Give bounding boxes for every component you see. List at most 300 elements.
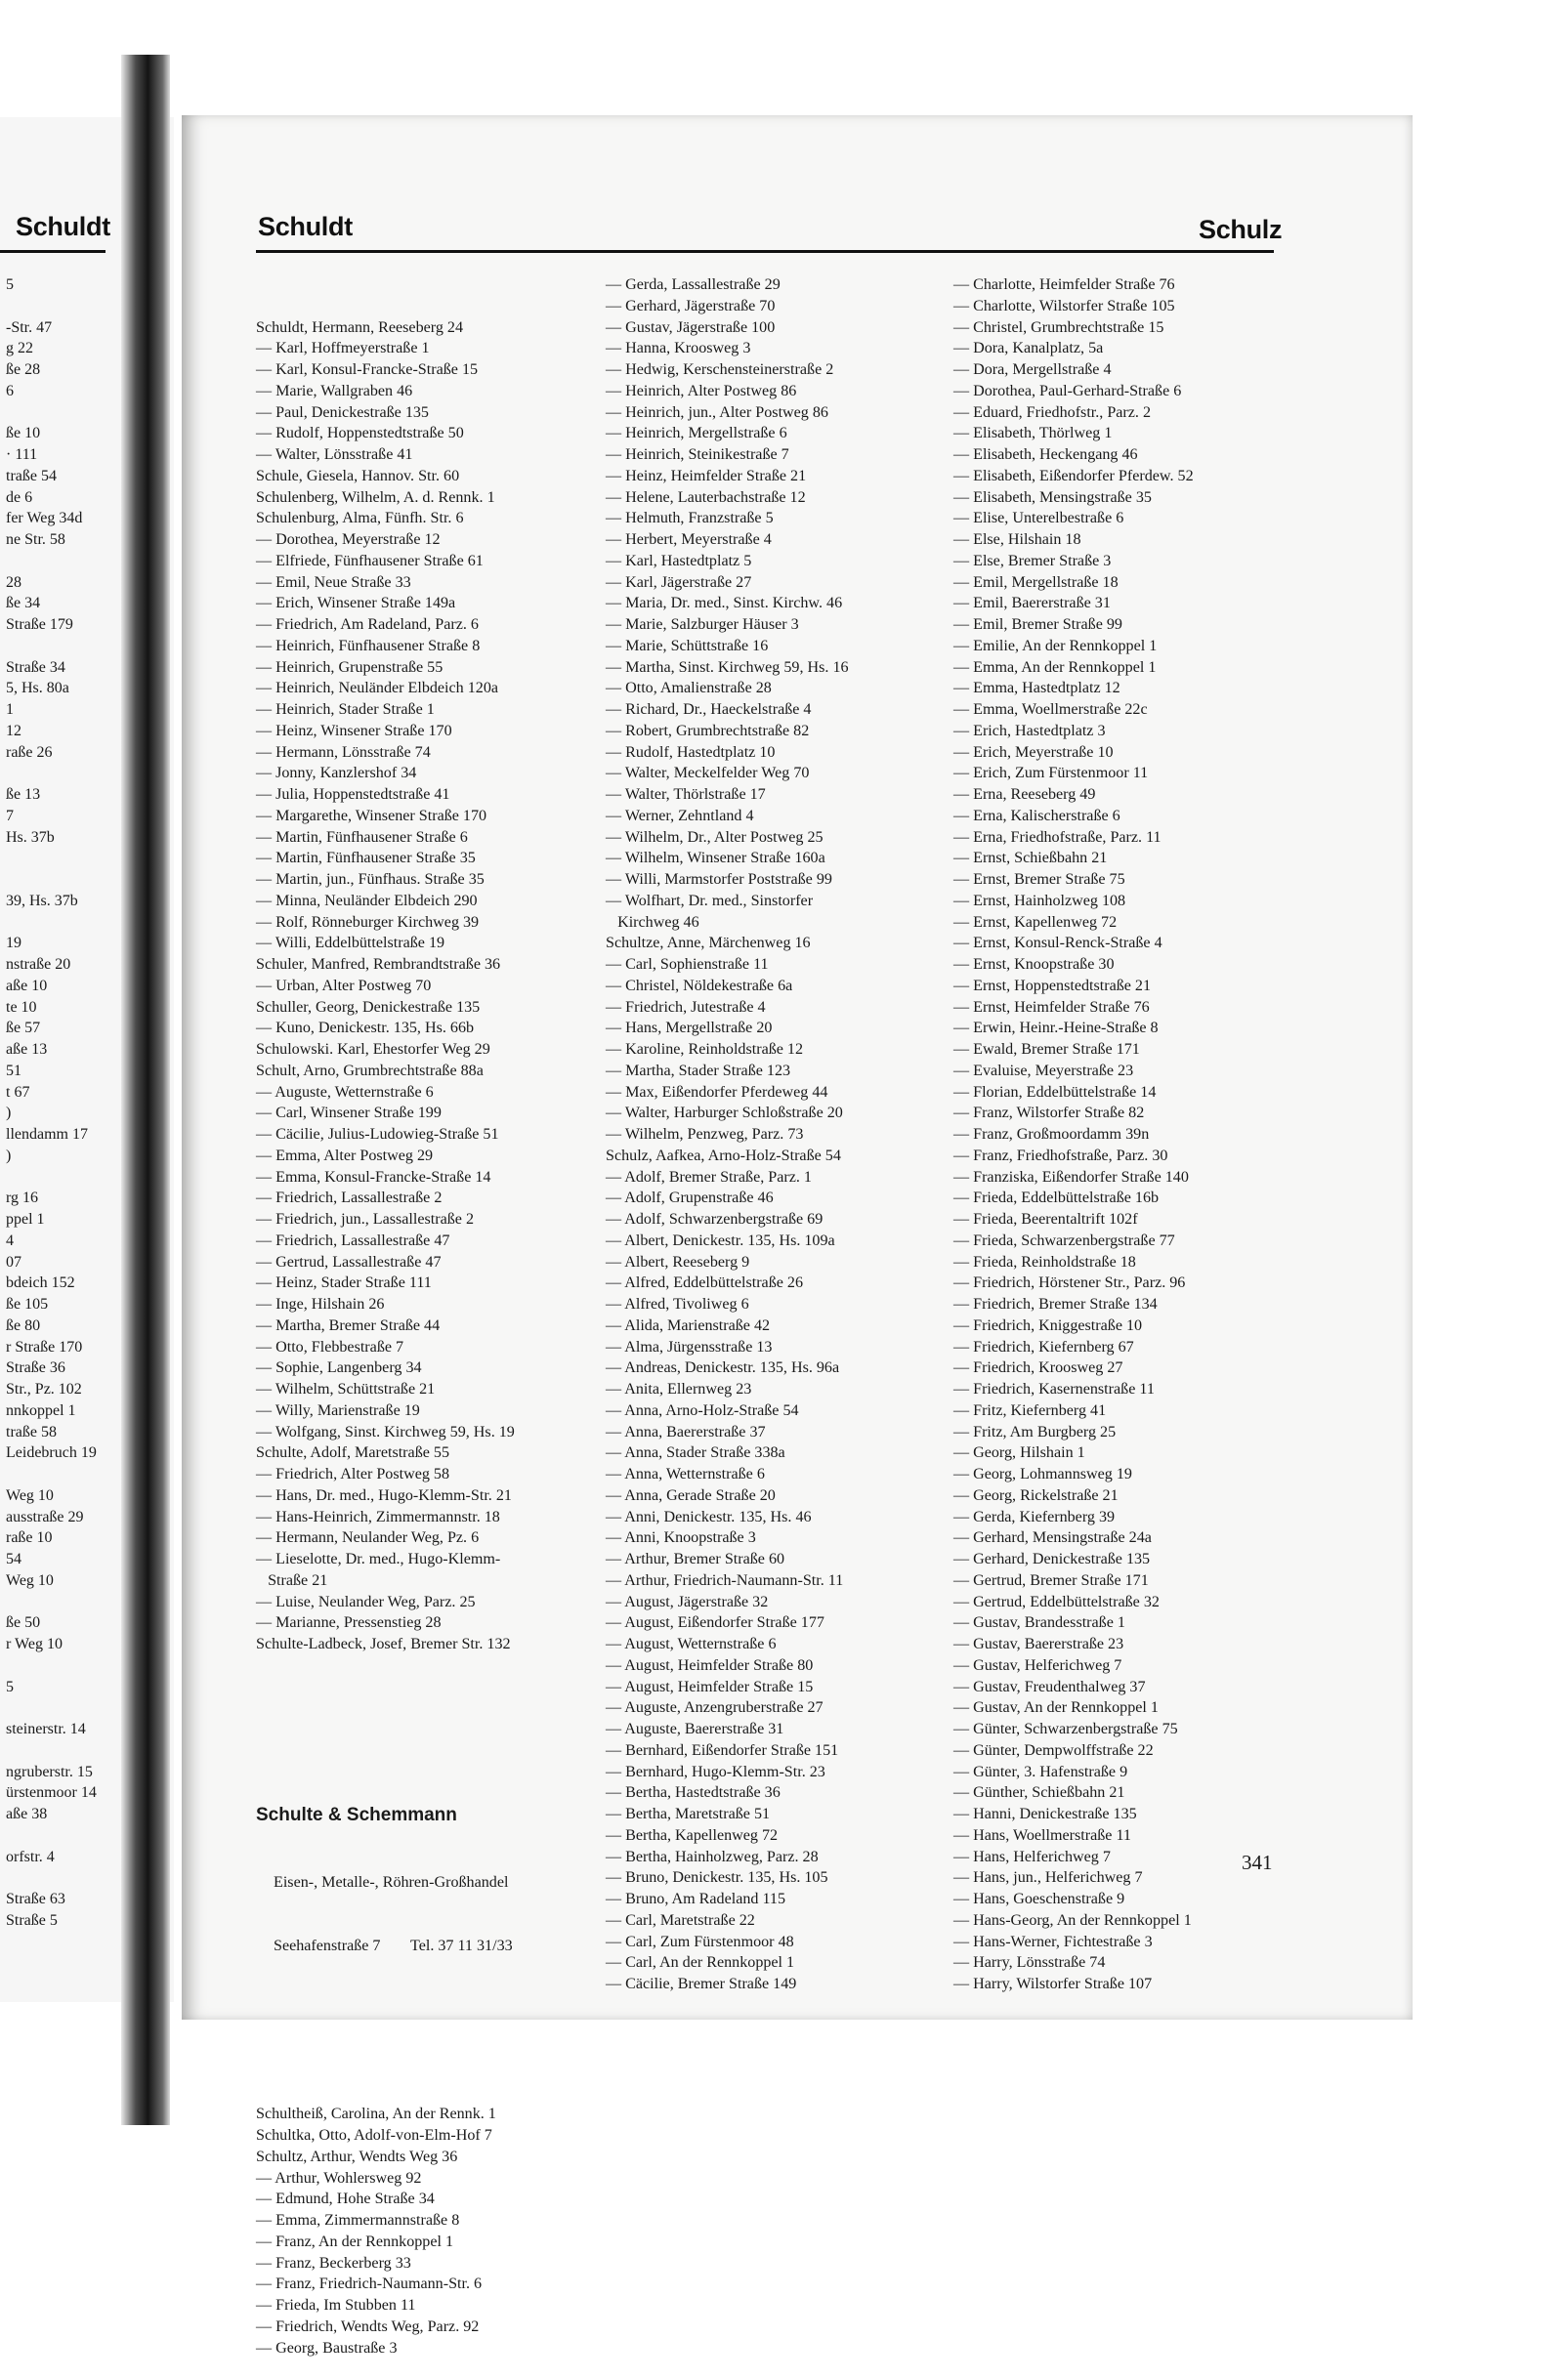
- directory-entry: 12: [6, 722, 21, 739]
- directory-entry: — Christel, Grumbrechtstraße 15: [953, 318, 1164, 336]
- directory-entry: — Erich, Zum Fürstenmoor 11: [953, 765, 1149, 782]
- directory-entry: ): [6, 1147, 12, 1164]
- directory-entry: — Andreas, Denickestr. 135, Hs. 96a: [606, 1359, 840, 1377]
- directory-entry: — Gustav, Helferichweg 7: [953, 1656, 1122, 1674]
- directory-entry: — Hanna, Kroosweg 3: [606, 340, 751, 357]
- directory-entry: — Carl, Sophienstraße 11: [606, 956, 769, 973]
- directory-entry: 5: [6, 276, 14, 293]
- directory-entry: [6, 402, 97, 424]
- directory-entry: Schulenberg, Wilhelm, A. d. Rennk. 1: [256, 488, 495, 506]
- directory-entry: — Emil, Baererstraße 31: [953, 595, 1111, 612]
- directory-entry: — Carl, Zum Fürstenmoor 48: [606, 1933, 794, 1950]
- directory-entry: — Erna, Reeseberg 49: [953, 786, 1096, 803]
- directory-entry: — Carl, Winsener Straße 199: [256, 1105, 442, 1122]
- directory-entry: — Hedwig, Kerschensteinerstraße 2: [606, 361, 834, 378]
- directory-entry: — August, Wetternstraße 6: [606, 1636, 777, 1652]
- directory-entry: — Heinrich, Stader Straße 1: [256, 701, 435, 718]
- directory-entry: ße 105: [6, 1296, 49, 1313]
- directory-entry: [6, 1740, 97, 1762]
- directory-entry: — Alida, Marienstraße 42: [606, 1316, 771, 1334]
- directory-entry: — Emma, Alter Postweg 29: [256, 1147, 434, 1164]
- directory-entry: — Werner, Zehntland 4: [606, 807, 754, 824]
- directory-entry: — Franz, An der Rennkoppel 1: [256, 2233, 454, 2250]
- directory-entry: — Martha, Sinst. Kirchweg 59, Hs. 16: [606, 658, 849, 676]
- directory-entry: — Emma, An der Rennkoppel 1: [953, 658, 1157, 676]
- directory-entry: — Heinrich, Fünfhausener Straße 8: [256, 637, 481, 654]
- directory-entry: — Heinrich, Steinikestraße 7: [606, 446, 789, 463]
- directory-entry: — Erich, Meyerstraße 10: [953, 743, 1114, 761]
- directory-entry: — Alfred, Tivoliweg 6: [606, 1296, 749, 1313]
- directory-entry: — Hans, Mergellstraße 20: [606, 1020, 773, 1037]
- directory-entry: — Lieselotte, Dr. med., Hugo-Klemm-: [256, 1551, 501, 1567]
- directory-entry: — Adolf, Grupenstraße 46: [606, 1190, 774, 1207]
- directory-entry: [6, 763, 97, 784]
- directory-entry: — Hans-Werner, Fichtestraße 3: [953, 1933, 1153, 1950]
- directory-entry: — Alfred, Eddelbüttelstraße 26: [606, 1274, 804, 1292]
- directory-entry: ürstenmoor 14: [6, 1784, 97, 1802]
- directory-entry: — Karl, Jägerstraße 27: [606, 573, 752, 591]
- directory-entry: — Bruno, Am Radeland 115: [606, 1891, 786, 1907]
- directory-entry: — Christel, Nöldekestraße 6a: [606, 977, 793, 994]
- directory-entry: 19: [6, 935, 21, 952]
- directory-entry: — Wilhelm, Winsener Straße 160a: [606, 850, 825, 867]
- directory-entry: — Karl, Hastedtplatz 5: [606, 552, 752, 569]
- directory-entry: — Willi, Marmstorfer Poststraße 99: [606, 871, 832, 888]
- directory-entry: — Florian, Eddelbüttelstraße 14: [953, 1083, 1157, 1101]
- directory-entry: — Emilie, An der Rennkoppel 1: [953, 637, 1158, 654]
- ad-street: Seehafenstraße 7: [274, 1938, 381, 1954]
- directory-entry: — Ernst, Schießbahn 21: [953, 850, 1108, 867]
- directory-entry: traße 58: [6, 1423, 57, 1441]
- directory-entry: — Karoline, Reinholdstraße 12: [606, 1041, 804, 1058]
- directory-entry: — Bertha, Hastedtstraße 36: [606, 1784, 781, 1802]
- directory-entry: Schult, Arno, Grumbrechtstraße 88a: [256, 1062, 484, 1079]
- directory-entry: ne Str. 58: [6, 531, 65, 548]
- directory-entry: 7: [6, 807, 14, 824]
- directory-entry: [6, 1592, 97, 1613]
- directory-entry: — Anna, Gerade Straße 20: [606, 1486, 776, 1504]
- directory-entry: — Ernst, Konsul-Renck-Straße 4: [953, 935, 1162, 952]
- directory-entry: — Friedrich, Jutestraße 4: [606, 998, 766, 1016]
- directory-entry: — Walter, Meckelfelder Weg 70: [606, 765, 810, 782]
- directory-entry: Weg 10: [6, 1571, 54, 1589]
- directory-entry: 07: [6, 1253, 21, 1271]
- directory-entry: — Hans, Woellmerstraße 11: [953, 1826, 1131, 1844]
- directory-entry: — Friedrich, Hörstener Str., Parz. 96: [953, 1274, 1186, 1292]
- directory-entry: — Bertha, Maretstraße 51: [606, 1806, 771, 1822]
- directory-entry: Leidebruch 19: [6, 1444, 97, 1462]
- directory-entry: Schulte-Ladbeck, Josef, Bremer Str. 132: [256, 1636, 511, 1652]
- directory-entry: — Emma, Woellmerstraße 22c: [953, 701, 1148, 718]
- directory-entry: — Herbert, Meyerstraße 4: [606, 531, 772, 548]
- directory-entry: — Hans-Heinrich, Zimmermannstr. 18: [256, 1508, 500, 1525]
- directory-entry: — Heinrich, Grupenstraße 55: [256, 658, 444, 676]
- ad-line: Eisen-, Metalle-, Röhren-Großhandel: [274, 1873, 509, 1891]
- directory-entry: — Ernst, Knoopstraße 30: [953, 956, 1115, 973]
- directory-entry: — Georg, Baustraße 3: [256, 2339, 398, 2357]
- directory-entry: — Harry, Wilstorfer Straße 107: [953, 1976, 1153, 1992]
- directory-entry: Schulenburg, Alma, Fünfh. Str. 6: [256, 510, 464, 527]
- running-header-right: Schulz: [1199, 215, 1283, 244]
- directory-entry: raße 10: [6, 1529, 53, 1547]
- directory-entry: — Gustav, Baererstraße 23: [953, 1636, 1124, 1652]
- directory-entry: — Emil, Mergellstraße 18: [953, 573, 1119, 591]
- directory-entry: — Elise, Unterelbestraße 6: [953, 510, 1124, 527]
- directory-entry: orfstr. 4: [6, 1848, 55, 1865]
- directory-entry: — Max, Eißendorfer Pferdeweg 44: [606, 1083, 828, 1101]
- directory-entry: — Paul, Denickestraße 135: [256, 403, 429, 421]
- directory-entry: — Gerda, Lassallestraße 29: [606, 276, 781, 293]
- directory-entry: — Ernst, Kapellenweg 72: [953, 913, 1118, 931]
- directory-entry: — Anna, Arno-Holz-Straße 54: [606, 1401, 799, 1419]
- left-page-header: Schuldt: [16, 212, 110, 241]
- directory-entry: — Anna, Baererstraße 37: [606, 1423, 766, 1441]
- directory-entry: — Marie, Wallgraben 46: [256, 382, 413, 399]
- directory-entry: 51: [6, 1062, 21, 1079]
- directory-entry: — Carl, An der Rennkoppel 1: [606, 1954, 795, 1972]
- directory-entry: — Gertrud, Eddelbüttelstraße 32: [953, 1593, 1160, 1610]
- directory-entry: Hs. 37b: [6, 828, 55, 846]
- directory-entry: — Heinrich, Neuländer Elbdeich 120a: [256, 680, 499, 697]
- directory-entry: — Franziska, Eißendorfer Straße 140: [953, 1168, 1189, 1186]
- directory-entry: — Julia, Hoppenstedtstraße 41: [256, 786, 450, 803]
- directory-entry: — Karl, Hoffmeyerstraße 1: [256, 340, 430, 357]
- directory-entry: — Arthur, Wohlersweg 92: [256, 2169, 422, 2187]
- directory-entry: ße 57: [6, 1020, 41, 1037]
- directory-entry: [6, 1167, 97, 1189]
- ad-phone: Tel. 37 11 31/33: [410, 1938, 513, 1954]
- directory-entry: Schultze, Anne, Märchenweg 16: [606, 935, 811, 952]
- directory-entry: — Charlotte, Wilstorfer Straße 105: [953, 297, 1175, 314]
- directory-entry: — Bernhard, Hugo-Klemm-Str. 23: [606, 1763, 825, 1780]
- directory-entry: Straße 179: [6, 616, 73, 633]
- directory-entry: Straße 5: [6, 1911, 58, 1929]
- directory-entry: — Erna, Kalischerstraße 6: [953, 807, 1120, 824]
- directory-entry: [6, 636, 97, 657]
- directory-entry: — Ewald, Bremer Straße 171: [953, 1041, 1140, 1058]
- directory-entry: — Sophie, Langenberg 34: [256, 1359, 422, 1377]
- directory-entry: [6, 1867, 97, 1889]
- directory-entry: 6: [6, 382, 14, 399]
- directory-entry: — Franz, Großmoordamm 39n: [953, 1126, 1150, 1143]
- header-rule: [256, 250, 1274, 253]
- directory-entry: r Straße 170: [6, 1338, 83, 1356]
- directory-entry: — Gerhard, Jägerstraße 70: [606, 297, 776, 314]
- directory-entry: — Dorothea, Paul-Gerhard-Straße 6: [953, 382, 1182, 399]
- directory-entry: — Arthur, Friedrich-Naumann-Str. 11: [606, 1571, 844, 1589]
- directory-entry: — Dora, Kanalplatz, 5a: [953, 340, 1104, 357]
- directory-entry: — Charlotte, Heimfelder Straße 76: [953, 276, 1175, 293]
- directory-entry: 28: [6, 573, 21, 591]
- directory-entry: — Bertha, Hainholzweg, Parz. 28: [606, 1848, 819, 1865]
- directory-entry: — Gustav, Brandesstraße 1: [953, 1614, 1125, 1632]
- directory-entry: — Franz, Wilstorfer Straße 82: [953, 1105, 1145, 1122]
- directory-entry: — Else, Hilshain 18: [953, 531, 1081, 548]
- directory-entry: — Albert, Denickestr. 135, Hs. 109a: [606, 1232, 835, 1249]
- directory-entry: — Adolf, Bremer Straße, Parz. 1: [606, 1168, 812, 1186]
- directory-entry: — Richard, Dr., Haeckelstraße 4: [606, 701, 812, 718]
- directory-entry: — Erich, Hastedtplatz 3: [953, 722, 1106, 739]
- directory-entry: — Walter, Thörlstraße 17: [606, 786, 766, 803]
- directory-entry: — Franz, Beckerberg 33: [256, 2254, 411, 2272]
- directory-entry: — Gertrud, Lassallestraße 47: [256, 1253, 442, 1271]
- directory-entry: [6, 1825, 97, 1847]
- directory-entry: — Marie, Schüttstraße 16: [606, 637, 769, 654]
- directory-entry: — Günter, 3. Hafenstraße 9: [953, 1763, 1128, 1780]
- directory-entry: — Arthur, Bremer Straße 60: [606, 1551, 785, 1567]
- directory-entry: — Frieda, Im Stubben 11: [256, 2297, 416, 2314]
- directory-entry: — Carl, Maretstraße 22: [606, 1911, 755, 1929]
- directory-entry: traße 54: [6, 467, 57, 484]
- directory-entry: — Hans, Helferichweg 7: [953, 1848, 1111, 1865]
- directory-entry: — Elfriede, Fünfhausener Straße 61: [256, 552, 484, 569]
- directory-entry: — Luise, Neulander Weg, Parz. 25: [256, 1593, 476, 1610]
- directory-entry: — Dorothea, Meyerstraße 12: [256, 531, 441, 548]
- directory-entry: — Franz, Friedrich-Naumann-Str. 6: [256, 2276, 483, 2293]
- directory-entry: — Karl, Konsul-Francke-Straße 15: [256, 361, 479, 378]
- directory-entry: — Erna, Friedhofstraße, Parz. 11: [953, 828, 1162, 846]
- directory-entry: ße 80: [6, 1316, 41, 1334]
- left-header-rule: [0, 250, 106, 253]
- directory-entry: — Hans, Dr. med., Hugo-Klemm-Str. 21: [256, 1486, 512, 1504]
- directory-entry: — Rudolf, Hastedtplatz 10: [606, 743, 776, 761]
- directory-entry: — Elisabeth, Heckengang 46: [953, 446, 1138, 463]
- directory-entry: [6, 869, 97, 891]
- ad-gap: [256, 2042, 515, 2062]
- running-header-left: Schuldt: [258, 212, 353, 241]
- directory-entry: Kirchweg 46: [606, 913, 699, 931]
- directory-column-1: [256, 274, 515, 2380]
- directory-entry: 1: [6, 701, 14, 718]
- directory-entry: ): [6, 1105, 12, 1122]
- directory-entry: — Walter, Harburger Schloßstraße 20: [606, 1105, 843, 1122]
- directory-entry: Weg 10: [6, 1486, 54, 1504]
- directory-entry: — Bruno, Denickestr. 135, Hs. 105: [606, 1869, 828, 1887]
- directory-entry: — Gerda, Kiefernberg 39: [953, 1508, 1116, 1525]
- column-1-entries-b: [256, 2104, 515, 2359]
- directory-entry: — Georg, Rickelstraße 21: [953, 1486, 1119, 1504]
- directory-entry: — Kuno, Denickestr. 135, Hs. 66b: [256, 1020, 475, 1037]
- directory-entry: — Ernst, Heimfelder Straße 76: [953, 998, 1150, 1016]
- directory-entry: g 22: [6, 340, 33, 357]
- directory-entry: — Hans, Goeschenstraße 9: [953, 1891, 1125, 1907]
- directory-entry: — Frieda, Reinholdstraße 18: [953, 1253, 1136, 1271]
- directory-entry: — Elisabeth, Eißendorfer Pferdew. 52: [953, 467, 1194, 484]
- directory-entry: Schule, Giesela, Hannov. Str. 60: [256, 467, 460, 484]
- directory-entry: — Günter, Schwarzenbergstraße 75: [953, 1721, 1178, 1737]
- directory-entry: — Gustav, Freudenthalweg 37: [953, 1678, 1146, 1695]
- directory-entry: 5: [6, 1678, 14, 1695]
- directory-entry: — Georg, Hilshain 1: [953, 1444, 1085, 1462]
- directory-entry: — Friedrich, Kroosweg 27: [953, 1359, 1123, 1377]
- directory-entry: — Helmuth, Franzstraße 5: [606, 510, 774, 527]
- directory-entry: ße 28: [6, 361, 41, 378]
- directory-entry: — Heinrich, Mergellstraße 6: [606, 425, 787, 442]
- directory-entry: — Frieda, Eddelbüttelstraße 16b: [953, 1190, 1160, 1207]
- directory-entry: — Cäcilie, Julius-Ludowieg-Straße 51: [256, 1126, 499, 1143]
- directory-entry: — Maria, Dr. med., Sinst. Kirchw. 46: [606, 595, 843, 612]
- directory-entry: nstraße 20: [6, 956, 71, 973]
- directory-entry: ngruberstr. 15: [6, 1763, 93, 1780]
- directory-entry: aße 38: [6, 1806, 48, 1822]
- directory-entry: — Alma, Jürgensstraße 13: [606, 1338, 773, 1356]
- directory-entry: — Emma, Zimmermannstraße 8: [256, 2212, 460, 2229]
- directory-entry: — Friedrich, Am Radeland, Parz. 6: [256, 616, 479, 633]
- directory-entry: — Adolf, Schwarzenbergstraße 69: [606, 1211, 824, 1228]
- directory-entry: raße 26: [6, 743, 53, 761]
- directory-entry: Schultz, Arthur, Wendts Weg 36: [256, 2148, 458, 2165]
- directory-entry: — Bernhard, Eißendorfer Straße 151: [606, 1741, 839, 1759]
- directory-entry: Schulte, Adolf, Maretstraße 55: [256, 1444, 449, 1462]
- directory-entry: — Wilhelm, Schüttstraße 21: [256, 1381, 436, 1398]
- directory-entry: — Willy, Marienstraße 19: [256, 1401, 420, 1419]
- directory-entry: Schulowski. Karl, Ehestorfer Weg 29: [256, 1041, 490, 1058]
- directory-entry: [6, 551, 97, 572]
- directory-entry: · 111: [6, 446, 38, 463]
- directory-entry: steinerstr. 14: [6, 1721, 86, 1737]
- directory-entry: 54: [6, 1551, 21, 1567]
- directory-entry: — Emma, Hastedtplatz 12: [953, 680, 1120, 697]
- directory-entry: nnkoppel 1: [6, 1401, 76, 1419]
- directory-entry: Straße 36: [6, 1359, 65, 1377]
- directory-entry: — Friedrich, Alter Postweg 58: [256, 1466, 450, 1482]
- directory-entry: Schuler, Manfred, Rembrandtstraße 36: [256, 956, 501, 973]
- directory-entry: — Jonny, Kanzlershof 34: [256, 765, 417, 782]
- directory-entry: — Friedrich, Kasernenstraße 11: [953, 1381, 1155, 1398]
- directory-entry: — Günther, Schießbahn 21: [953, 1784, 1125, 1802]
- directory-entry: — Martha, Stader Straße 123: [606, 1062, 791, 1079]
- directory-entry: ße 13: [6, 786, 41, 803]
- directory-entry: — Walter, Lönsstraße 41: [256, 446, 413, 463]
- directory-entry: 39, Hs. 37b: [6, 892, 78, 909]
- directory-entry: — Evaluise, Meyerstraße 23: [953, 1062, 1134, 1079]
- directory-entry: llendamm 17: [6, 1126, 88, 1143]
- directory-entry: rg 16: [6, 1190, 39, 1207]
- directory-entry: — Margarethe, Winsener Straße 170: [256, 807, 487, 824]
- directory-entry: — Hans, jun., Helferichweg 7: [953, 1869, 1143, 1887]
- directory-entry: Straße 63: [6, 1891, 65, 1907]
- directory-entry: — Ernst, Bremer Straße 75: [953, 871, 1125, 888]
- directory-entry: — Frieda, Beerentaltrift 102f: [953, 1211, 1138, 1228]
- directory-entry: — Frieda, Schwarzenbergstraße 77: [953, 1232, 1175, 1249]
- directory-entry: — Harry, Lönsstraße 74: [953, 1954, 1106, 1972]
- directory-entry: — Friedrich, jun., Lassallestraße 2: [256, 1211, 475, 1228]
- directory-entry: — Emma, Konsul-Francke-Straße 14: [256, 1168, 491, 1186]
- directory-entry: — Anna, Wetternstraße 6: [606, 1466, 765, 1482]
- directory-entry: — Bertha, Kapellenweg 72: [606, 1826, 779, 1844]
- directory-entry: — Heinz, Stader Straße 111: [256, 1274, 432, 1292]
- directory-entry: ße 34: [6, 595, 41, 612]
- directory-entry: — Friedrich, Wendts Weg, Parz. 92: [256, 2317, 480, 2335]
- directory-entry: — Anni, Knoopstraße 3: [606, 1529, 756, 1547]
- directory-entry: — Wilhelm, Dr., Alter Postweg 25: [606, 828, 824, 846]
- directory-entry: — Hermann, Neulander Weg, Pz. 6: [256, 1529, 480, 1547]
- directory-entry: — Helene, Lauterbachstraße 12: [606, 488, 806, 506]
- left-page-fragment-column: [6, 274, 97, 1932]
- directory-entry: — Cäcilie, Bremer Straße 149: [606, 1976, 797, 1992]
- directory-entry: — Emil, Neue Straße 33: [256, 573, 411, 591]
- directory-entry: — Rolf, Rönneburger Kirchweg 39: [256, 913, 480, 931]
- directory-entry: — Gustav, Jägerstraße 100: [606, 318, 776, 336]
- directory-entry: [6, 912, 97, 934]
- directory-entry: — Urban, Alter Postweg 70: [256, 977, 432, 994]
- directory-entry: -Str. 47: [6, 318, 53, 336]
- directory-entry: — Marianne, Pressenstieg 28: [256, 1614, 442, 1632]
- directory-entry: ppel 1: [6, 1211, 45, 1228]
- directory-entry: — Georg, Lohmannsweg 19: [953, 1466, 1132, 1482]
- directory-entry: — Friedrich, Bremer Straße 134: [953, 1296, 1158, 1313]
- directory-entry: — Martin, Fünfhausener Straße 35: [256, 850, 476, 867]
- directory-entry: — Hanni, Denickestraße 135: [953, 1806, 1137, 1822]
- directory-entry: ausstraße 29: [6, 1508, 84, 1525]
- column-1-entries-a: [256, 317, 515, 1655]
- directory-entry: — August, Heimfelder Straße 80: [606, 1656, 814, 1674]
- ad-contact: [256, 1936, 515, 1957]
- directory-entry: [6, 1655, 97, 1677]
- directory-entry: Schuller, Georg, Denickestraße 135: [256, 998, 481, 1016]
- directory-entry: — Hans-Georg, An der Rennkoppel 1: [953, 1911, 1192, 1929]
- directory-entry: — Anni, Denickestr. 135, Hs. 46: [606, 1508, 812, 1525]
- directory-entry: — Else, Bremer Straße 3: [953, 552, 1112, 569]
- directory-entry: — Hermann, Lönsstraße 74: [256, 743, 431, 761]
- page-number: 341: [1242, 1851, 1273, 1874]
- directory-entry: — Albert, Reeseberg 9: [606, 1253, 750, 1271]
- directory-entry: — Franz, Friedhofstraße, Parz. 30: [953, 1147, 1168, 1164]
- ad-title: Schulte & Schemmann: [256, 1805, 457, 1826]
- directory-entry: bdeich 152: [6, 1274, 75, 1292]
- directory-entry: [6, 848, 97, 869]
- directory-entry: — Wilhelm, Penzweg, Parz. 73: [606, 1126, 804, 1143]
- directory-entry: — Auguste, Wetternstraße 6: [256, 1083, 434, 1101]
- directory-entry: — Martha, Bremer Straße 44: [256, 1316, 441, 1334]
- directory-entry: fer Weg 34d: [6, 510, 83, 527]
- directory-entry: — Rudolf, Hoppenstedtstraße 50: [256, 425, 464, 442]
- directory-entry: — Martin, jun., Fünfhaus. Straße 35: [256, 871, 485, 888]
- directory-entry: — Erwin, Heinr.-Heine-Straße 8: [953, 1020, 1159, 1037]
- directory-entry: — August, Heimfelder Straße 15: [606, 1678, 814, 1695]
- directory-entry: — Friedrich, Kiefernberg 67: [953, 1338, 1134, 1356]
- directory-column-2: [606, 274, 849, 1995]
- directory-entry: — Heinz, Heimfelder Straße 21: [606, 467, 807, 484]
- directory-entry: — Dora, Mergellstraße 4: [953, 361, 1112, 378]
- directory-entry: — Elisabeth, Thörlweg 1: [953, 425, 1113, 442]
- directory-entry: — Günter, Dempwolffstraße 22: [953, 1741, 1154, 1759]
- advertisement-schulte-schemmann: [256, 1760, 515, 2000]
- directory-entry: — Gerhard, Mensingstraße 24a: [953, 1529, 1152, 1547]
- book-spine: [121, 55, 170, 2125]
- directory-entry: — Heinz, Winsener Straße 170: [256, 722, 452, 739]
- directory-entry: — Wolfgang, Sinst. Kirchweg 59, Hs. 19: [256, 1423, 515, 1441]
- directory-entry: — Emil, Bremer Straße 99: [953, 616, 1122, 633]
- directory-entry: de 6: [6, 488, 33, 506]
- directory-entry: Str., Pz. 102: [6, 1381, 82, 1398]
- directory-entry: aße 13: [6, 1041, 48, 1058]
- directory-entry: ße 10: [6, 425, 41, 442]
- directory-entry: Schultheiß, Carolina, An der Rennk. 1: [256, 2106, 496, 2123]
- directory-entry: — Gertrud, Bremer Straße 171: [953, 1571, 1149, 1589]
- directory-entry: — Anna, Stader Straße 338a: [606, 1444, 785, 1462]
- directory-entry: — Minna, Neuländer Elbdeich 290: [256, 892, 478, 909]
- directory-entry: — Willi, Eddelbüttelstraße 19: [256, 935, 445, 952]
- directory-entry: — Ernst, Hainholzweg 108: [953, 892, 1126, 909]
- directory-entry: — Wolfhart, Dr. med., Sinstorfer: [606, 892, 814, 909]
- directory-entry: — Elisabeth, Mensingstraße 35: [953, 488, 1152, 506]
- directory-entry: — Friedrich, Lassallestraße 47: [256, 1232, 450, 1249]
- directory-entry: — Robert, Grumbrechtstraße 82: [606, 722, 810, 739]
- directory-entry: — Gerhard, Denickestraße 135: [953, 1551, 1151, 1567]
- directory-entry: — Otto, Flebbestraße 7: [256, 1338, 404, 1356]
- directory-entry: ße 50: [6, 1614, 41, 1632]
